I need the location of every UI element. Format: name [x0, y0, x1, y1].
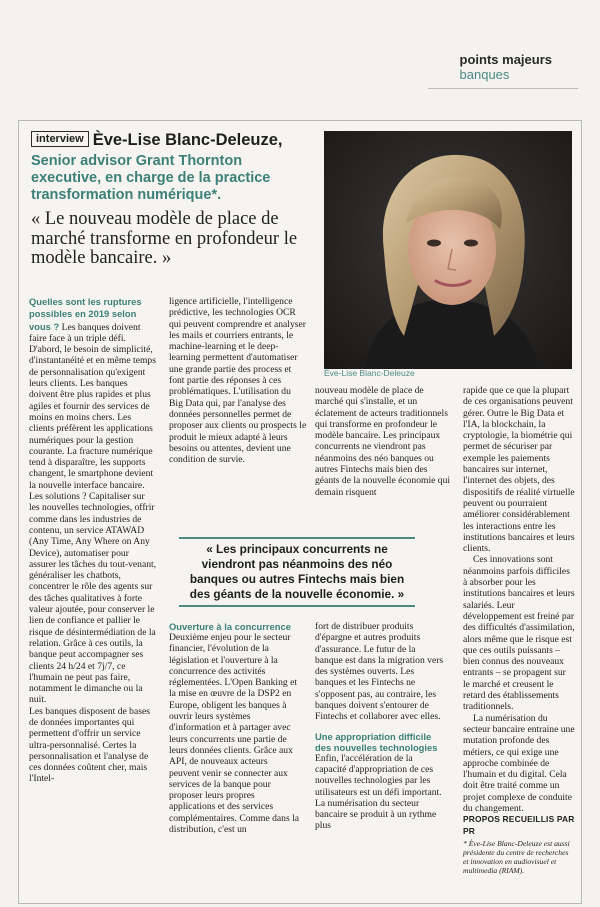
paragraph: nouveau modèle de place de marché qui s'installe, et un éclatement de acteurs traditionnels qui transforme en profondeur le modèle bancaire. Les principaux concurrents ne viendront pas néanmoins des néo banques ou autres Fintechs mais bien des géants de la nouvelle économie qui demain risquent: [315, 385, 451, 498]
paragraph: Les banques disposent de bases de données importantes qui permettent d'offrir un service ultra-personnalisé. Certes la personnalisation et l'analyse de ces données coûtent cher, mais l'Intel-: [29, 705, 150, 785]
article-frame: [18, 120, 582, 904]
section-subtitle: banques: [459, 67, 510, 82]
headline-quote: « Le nouveau modèle de place de marché transforme en profondeur le modèle bancaire. »: [31, 209, 298, 268]
author-credit: PROPOS RECUEILLIS PAR PR: [463, 814, 575, 836]
portrait-illustration: [324, 131, 572, 369]
column-3-lower: [315, 621, 445, 832]
column-1: [29, 296, 157, 785]
header-rule: [428, 88, 578, 89]
interviewee-role: Senior advisor Grant Thornton executive, en charge de la practice transformation numérique*.: [31, 153, 271, 203]
title-block: [31, 131, 301, 269]
answer-text: Les banques doivent faire face à un triple défi. D'abord, le besoin de simplicité, d'instantanéité et en même temps de personnalisation qu'exigent leurs clients. Les banques doivent être plus rapides et plus agiles et fournir des services de moins en moins chers. Les clients préfèrent les applications numériques pour la gestion courante. La fracture numérique tend à disparaître, les supports changent, le smartphone devient la nouvelle interface bancaire.: [29, 321, 156, 491]
subheading: Une appropriation difficile des nouvelles technologies: [315, 730, 438, 753]
portrait-photo: [324, 131, 572, 369]
paragraph: Deuxième enjeu pour le secteur financier, l'évolution de la législation et l'ouverture à la concurrence des activités réglementées. L'Open Banking et la mise en œuvre de la DSP2 en Europe, obligent les banques à ouvrir leurs systèmes d'information et à partager avec leurs concurrents une partie de leurs données clients. Grâce aux API, de nouveaux acteurs peuvent venir se connecter aux services de la banque pour proposer leurs propres applications et des services complémentaires. Comme dans la distribution, c'est un: [169, 632, 300, 836]
section-header: [460, 52, 552, 82]
column-4: [463, 385, 575, 875]
interview-badge: interview: [31, 131, 89, 147]
photo-caption: Ève-Lise Blanc-Deleuze: [324, 368, 415, 378]
subheading: Ouverture à la concurrence: [169, 621, 291, 632]
column-2-lower: [169, 621, 299, 835]
paragraph: ligence artificielle, l'intelligence prédictive, les technologies OCR qui peuvent comprendre et analyser les mails et courriers entrants, le machine-learning et le deep-learning permettent d'automatiser une grande partie des process et font partie des réponses à ces problématiques. L'utilisation du Big Data qui, par l'analyse des données personnelles permet de proposer aux clients ou prospects le produit le mieux adapté à leurs besoins ou attentes, devient une condition de survie.: [169, 296, 307, 466]
paragraph: La numérisation du secteur bancaire entraine une mutation profonde des métiers, ce qui exige une approche combinée de l'humain et du digital. Cela doit être traité comme un projet complexe de conduite du changement.: [463, 712, 575, 814]
question: Quelles sont les ruptures possibles en 2019 selon vous ?: [29, 296, 142, 332]
paragraph: Ces innovations sont néanmoins parfois difficiles à absorber pour les institutions bancaires et leurs salariés. Leur développement est freiné par des difficultés d'assimilation, alors même que le risque est que ces outils puissants – bien connus des nouveaux entrants – se propagent sur le marché et creusent le retard des établissements traditionnels.: [463, 554, 575, 713]
paragraph: rapide que ce que la plupart de ces organisations peuvent gérer. Outre le Big Data et l'IA, la blockchain, la cryptologie, la biométrie qui permet de sécuriser par exemple les paiements bancaires sur internet, l'internet des objets, des dispositifs de réalité virtuelle peuvent ou pourraient améliorer considérablement les interactions entre les institutions bancaires et leurs clients.: [463, 385, 575, 555]
interviewee-name: Ève-Lise Blanc-Deleuze,: [92, 131, 283, 149]
paragraph: [29, 296, 157, 491]
paragraph: Enfin, l'accélération de la capacité d'appropriation de ces nouvelles technologies par les utilisateurs est un défi important. La numérisation du secteur bancaire se produit à un rythme plus: [315, 752, 442, 832]
footnote: * Ève-Lise Blanc-Deleuze est aussi présidente du centre de recherches et innovation en audiovisuel et multimedia (RIAM).: [463, 838, 570, 875]
section-title: points majeurs: [459, 52, 552, 67]
pull-quote: « Les principaux concurrents ne viendront pas néanmoins des néo banques ou autres Fintechs mais bien des géants de la nouvelle économie. »: [179, 537, 415, 607]
paragraph: Les solutions ? Capitaliser sur les nouvelles technologies, offrir comme dans les industries de contenu, un service ATAWAD (Any Time, Any Where on Any Device), automatiser pour assurer les tâches du tout-venant, généraliser les chatbots, concentrer le rôle des agents sur des tâches qualitatives à forte valeur ajoutée, pour conserver le lien de confiance et pallier le risque de désintermédiation de la relation. Grâce à ces outils, la banque peut accompagner ses clients 24 h/24 et 7j/7, ce l'humain ne peut pas faire, notamment le dimanche ou la nuit.: [29, 491, 157, 706]
paragraph: fort de distribuer produits d'épargne et autres produits d'assurance. Le futur de la banque est dans la migration vers des systèmes ouverts. Les banques et les Fintechs ne s'opposent pas, au contraire, les banques doivent s'entourer de Fintechs et collaborer avec elles.: [315, 621, 444, 723]
column-2: [169, 296, 307, 465]
column-3: [315, 385, 453, 498]
